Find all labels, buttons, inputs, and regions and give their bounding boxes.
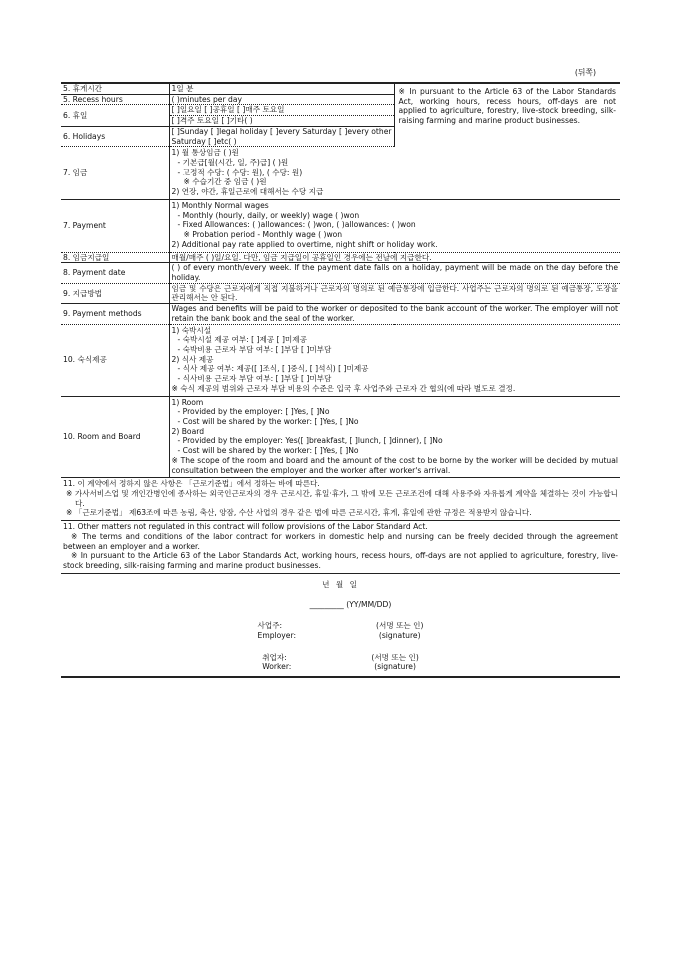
row-paydate-ko xyxy=(61,252,620,263)
lodging-ko-note: ※ 숙식 제공의 범위와 근로자 부담 비용의 수준은 입국 후 사업주와 근로자 간 협의(에 따라 별도로 결정. xyxy=(171,383,516,393)
lodging-label-en: 10. Room and Board xyxy=(61,396,169,478)
row-method-en xyxy=(61,304,620,324)
paydate-value-ko: 매월/매주 ( )일/요일. 다만, 임금 지급일이 공휴일인 경우에는 전날에 지급한다. xyxy=(169,252,620,263)
wages-ko-line: - 고정적 수당: ( 수당: 원), ( 수당: 원) xyxy=(177,167,303,177)
holidays-value-ko-1: [ ]일요일 [ ]공휴일 [ ]매주 토요일 xyxy=(169,105,394,116)
wages-en-line: 1) Monthly Normal wages xyxy=(171,200,269,210)
employer-label-ko: 사업주: xyxy=(257,621,283,631)
page-side-label: (뒤쪽) xyxy=(574,68,596,77)
wages-en-line: 2) Additional pay rate applied to overtime, night shift or holiday work. xyxy=(171,239,438,249)
lodging-en-line: 2) Board xyxy=(171,426,205,436)
signature-date-ko: 년 월 일 xyxy=(322,579,359,589)
wages-en-line: ※ Probation period - Monthly wage ( )won xyxy=(183,230,343,240)
paydate-value-en: ( ) of every month/every week. If the payment date falls on a holiday, payment will be made on the day before the holiday. xyxy=(169,263,620,283)
breaks-label-ko: 5. 휴게시간 xyxy=(61,83,169,94)
other-en-note: ※ In pursuant to the Article 63 of the Labor Standards Act, working hours, recess hours, off-days are not applied to agriculture, forestry, live-stock breeding, silk-raising farming and marine product businesses. xyxy=(63,551,618,571)
method-value-ko: 임금 및 수당은 근로자에게 직접 지불하거나 근로자의 명의로 된 예금통장에 입금한다. 사업주는 근로자의 명의로 된 예금통장, 도장을 관리해서는 안 된다. xyxy=(169,283,620,303)
other-en-line: 11. Other matters not regulated in this contract will follow provisions of the Labor Standard Act. xyxy=(63,522,428,532)
lodging-ko-line: - 숙박비용 근로자 부담 여부: [ ]부담 [ ]미부담 xyxy=(177,344,332,354)
lodging-en-line: 1) Room xyxy=(171,397,204,407)
worker-label-ko: 취업자: xyxy=(262,652,287,662)
employer-sign-ko: (서명 또는 인) xyxy=(376,621,424,631)
row-wages-en xyxy=(61,199,620,252)
employer-sign-en: (signature) xyxy=(378,630,421,640)
other-en-note: ※ The terms and conditions of the labor contract for workers in domestic help and nursing can be freely decided through the agreement between an employer and a worker. xyxy=(63,531,618,551)
row-signature xyxy=(61,573,620,677)
signature-date-en: _________ (YY/MM/DD) xyxy=(309,599,392,609)
lodging-en-note: ※ The scope of the room and board and the amount of the cost to be borne by the worker will be decided by mutual consultation between the employer and the worker after worker's arrival. xyxy=(171,455,618,475)
wages-ko-line: ※ 수습기간 중 임금 ( )원 xyxy=(183,177,267,187)
row-other-ko xyxy=(61,478,620,521)
lodging-en-line: - Provided by the employer: [ ]Yes, [ ]No xyxy=(177,407,330,417)
worker-sign-en: (signature) xyxy=(374,662,416,672)
row-lodging-ko xyxy=(61,324,620,396)
other-ko-line: 11. 이 계약에서 정하지 않은 사항은 「근로기준법」에서 정하는 바에 따른다. xyxy=(63,479,320,489)
breaks-value-en: ( )minutes per day xyxy=(169,94,394,105)
wages-ko-line: - 기본급[월(시간, 일, 주)급] ( )원 xyxy=(177,158,289,168)
lodging-ko-line: 2) 식사 제공 xyxy=(171,354,214,364)
wages-en-line: - Monthly (hourly, daily, or weekly) wage ( )won xyxy=(177,210,360,220)
row-wages-ko xyxy=(61,147,620,200)
wages-en-line: - Fixed Allowances: ( )allowances: ( )won, ( )allowances: ( )won xyxy=(177,220,416,230)
lodging-ko-line: - 숙박시설 제공 여부: [ ]제공 [ ]미제공 xyxy=(177,335,307,345)
wages-ko-line: 2) 연장, 야간, 휴일근로에 대해서는 수당 지급 xyxy=(171,187,324,197)
method-label-en: 9. Payment methods xyxy=(61,304,169,324)
method-value-en: Wages and benefits will be paid to the worker or deposited to the bank account of the worker. The employer will not retain the bank book and the seal of the worker. xyxy=(169,304,620,324)
row-other-en xyxy=(61,521,620,574)
wages-ko-line: 1) 월 통상임금 ( )원 xyxy=(171,148,239,158)
lodging-en-line: - Cost will be shared by the worker: [ ]Yes, [ ]No xyxy=(177,446,359,456)
worker-label-en: Worker: xyxy=(262,662,292,672)
side-note-art63: ※ In pursuant to the Article 63 of the Labor Standards Act, working hours, recess hours, off-days are not applied to agriculture, forestry, live-stock breeding, silk-raising farming and marine product businesses. xyxy=(394,83,620,147)
lodging-ko-line: 1) 숙박시설 xyxy=(171,325,212,335)
worker-signature-block xyxy=(61,653,620,672)
breaks-label-en: 5. Recess hours xyxy=(61,94,169,105)
breaks-value-ko: 1일 분 xyxy=(169,83,394,94)
paydate-label-en: 8. Payment date xyxy=(61,263,169,283)
other-ko-note: ※ 가사서비스업 및 개인간병인에 종사하는 외국인근로자의 경우 근로시간, 휴일·휴가, 그 밖에 모든 근로조건에 대해 사용주와 자유롭게 계약을 체결하는 것이 가능합니다. xyxy=(66,489,618,508)
row-breaks-ko xyxy=(61,83,620,94)
lodging-label-ko: 10. 숙식제공 xyxy=(61,324,169,396)
other-ko-note: ※ 「근로기준법」 제63조에 따른 농림, 축산, 양잠, 수산 사업의 경우 같은 법에 따른 근로시간, 휴게, 휴일에 관한 규정은 적용받지 않습니다. xyxy=(66,508,532,518)
wages-label-en: 7. Payment xyxy=(61,199,169,252)
row-method-ko xyxy=(61,283,620,303)
labor-contract-form xyxy=(61,82,620,678)
lodging-en-line: - Provided by the employer: Yes([ ]breakfast, [ ]lunch, [ ]dinner), [ ]No xyxy=(177,436,443,446)
row-paydate-en xyxy=(61,263,620,283)
holidays-value-ko-2: [ ]격주 토요일 [ ]기타( ) xyxy=(169,116,394,127)
lodging-en-line: - Cost will be shared by the worker: [ ]Yes, [ ]No xyxy=(177,417,359,426)
holidays-label-ko: 6. 휴일 xyxy=(61,105,169,126)
lodging-ko-line: - 식사 제공 여부: 제공([ ]조식, [ ]중식, [ ]석식) [ ]미제공 xyxy=(177,364,369,374)
worker-sign-ko: (서명 또는 인) xyxy=(371,652,419,662)
paydate-label-ko: 8. 임금지급일 xyxy=(61,252,169,263)
method-label-ko: 9. 지급방법 xyxy=(61,283,169,303)
lodging-ko-line: - 식사비용 근로자 부담 여부: [ ]부담 [ ]미부담 xyxy=(177,374,332,384)
holidays-value-en: [ ]Sunday [ ]legal holiday [ ]every Saturday [ ]every other Saturday [ ]etc( ) xyxy=(169,126,394,146)
employer-label-en: Employer: xyxy=(257,630,297,640)
holidays-label-en: 6. Holidays xyxy=(61,126,169,146)
wages-label-ko: 7. 임금 xyxy=(61,147,169,200)
employer-signature-block xyxy=(61,621,620,640)
row-lodging-en xyxy=(61,396,620,478)
